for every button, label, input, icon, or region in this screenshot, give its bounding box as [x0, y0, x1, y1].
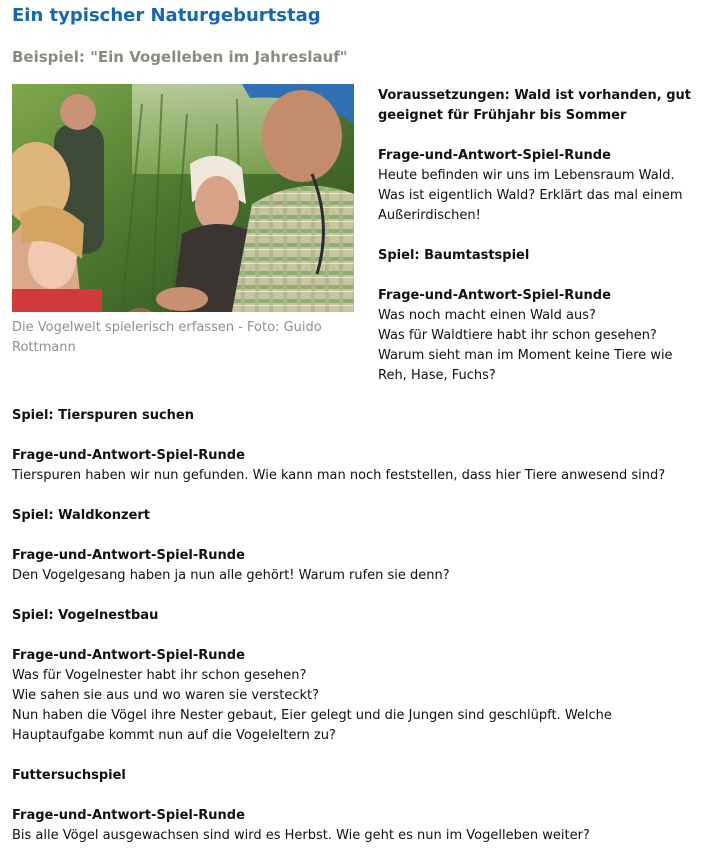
qa-text-6: Bis alle Vögel ausgewachsen sind wird es Herbst. Wie geht es nun im Vogelleben weiter?	[12, 828, 590, 843]
game-heading-baumtastspiel: Spiel: Baumtastspiel	[378, 248, 530, 263]
qa-text-4: Den Vogelgesang haben ja nun alle gehört! Warum rufen sie denn?	[12, 568, 450, 583]
qa-text-5-line-1: Was für Vogelnester habt ihr schon gesehen?	[12, 668, 307, 683]
qa-heading-3: Frage-und-Antwort-Spiel-Runde	[12, 448, 245, 463]
photo-children-birds	[12, 84, 354, 312]
photo-figure	[12, 84, 354, 358]
qa-text-2-line-3: Warum sieht man im Moment keine Tiere wie Reh, Hase, Fuchs?	[378, 348, 673, 383]
qa-text-5-line-3: Nun haben die Vögel ihre Nester gebaut, Eier gelegt und die Jungen sind geschlüpft. Welche Hauptaufgabe kommt nun auf die Vogeleltern zu?	[12, 708, 612, 743]
qa-heading-6: Frage-und-Antwort-Spiel-Runde	[12, 808, 245, 823]
lower-text	[12, 406, 694, 866]
qa-heading-2: Frage-und-Antwort-Spiel-Runde	[378, 288, 611, 303]
qa-heading-1: Frage-und-Antwort-Spiel-Runde	[378, 148, 611, 163]
qa-heading-5: Frage-und-Antwort-Spiel-Runde	[12, 648, 245, 663]
page-title: Ein typischer Naturgeburtstag	[12, 5, 321, 26]
game-heading-waldkonzert: Spiel: Waldkonzert	[12, 508, 151, 523]
page-subtitle: Beispiel: "Ein Vogelleben im Jahreslauf"	[12, 48, 348, 66]
game-heading-vogelnestbau: Spiel: Vogelnestbau	[12, 608, 159, 623]
game-heading-futtersuchspiel: Futtersuchspiel	[12, 768, 126, 783]
qa-text-5-line-2: Wie sahen sie aus und wo waren sie versteckt?	[12, 688, 319, 703]
requirements-text: Voraussetzungen: Wald ist vorhanden, gut geeignet für Frühjahr bis Sommer	[378, 88, 691, 123]
qa-text-2-line-2: Was für Waldtiere habt ihr schon gesehen?	[378, 328, 657, 343]
photo-caption: Die Vogelwelt spielerisch erfassen - Foto: Guido Rottmann	[12, 320, 322, 355]
qa-heading-4: Frage-und-Antwort-Spiel-Runde	[12, 548, 245, 563]
qa-text-2-line-1: Was noch macht einen Wald aus?	[378, 308, 596, 323]
qa-text-3: Tierspuren haben wir nun gefunden. Wie kann man noch feststellen, dass hier Tiere anwesend sind?	[12, 468, 666, 483]
game-heading-tierspuren: Spiel: Tierspuren suchen	[12, 408, 195, 423]
right-column-text	[378, 86, 694, 406]
qa-text-1: Heute befinden wir uns im Lebensraum Wald. Was ist eigentlich Wald? Erklärt das mal einem Außerirdischen!	[378, 168, 683, 223]
